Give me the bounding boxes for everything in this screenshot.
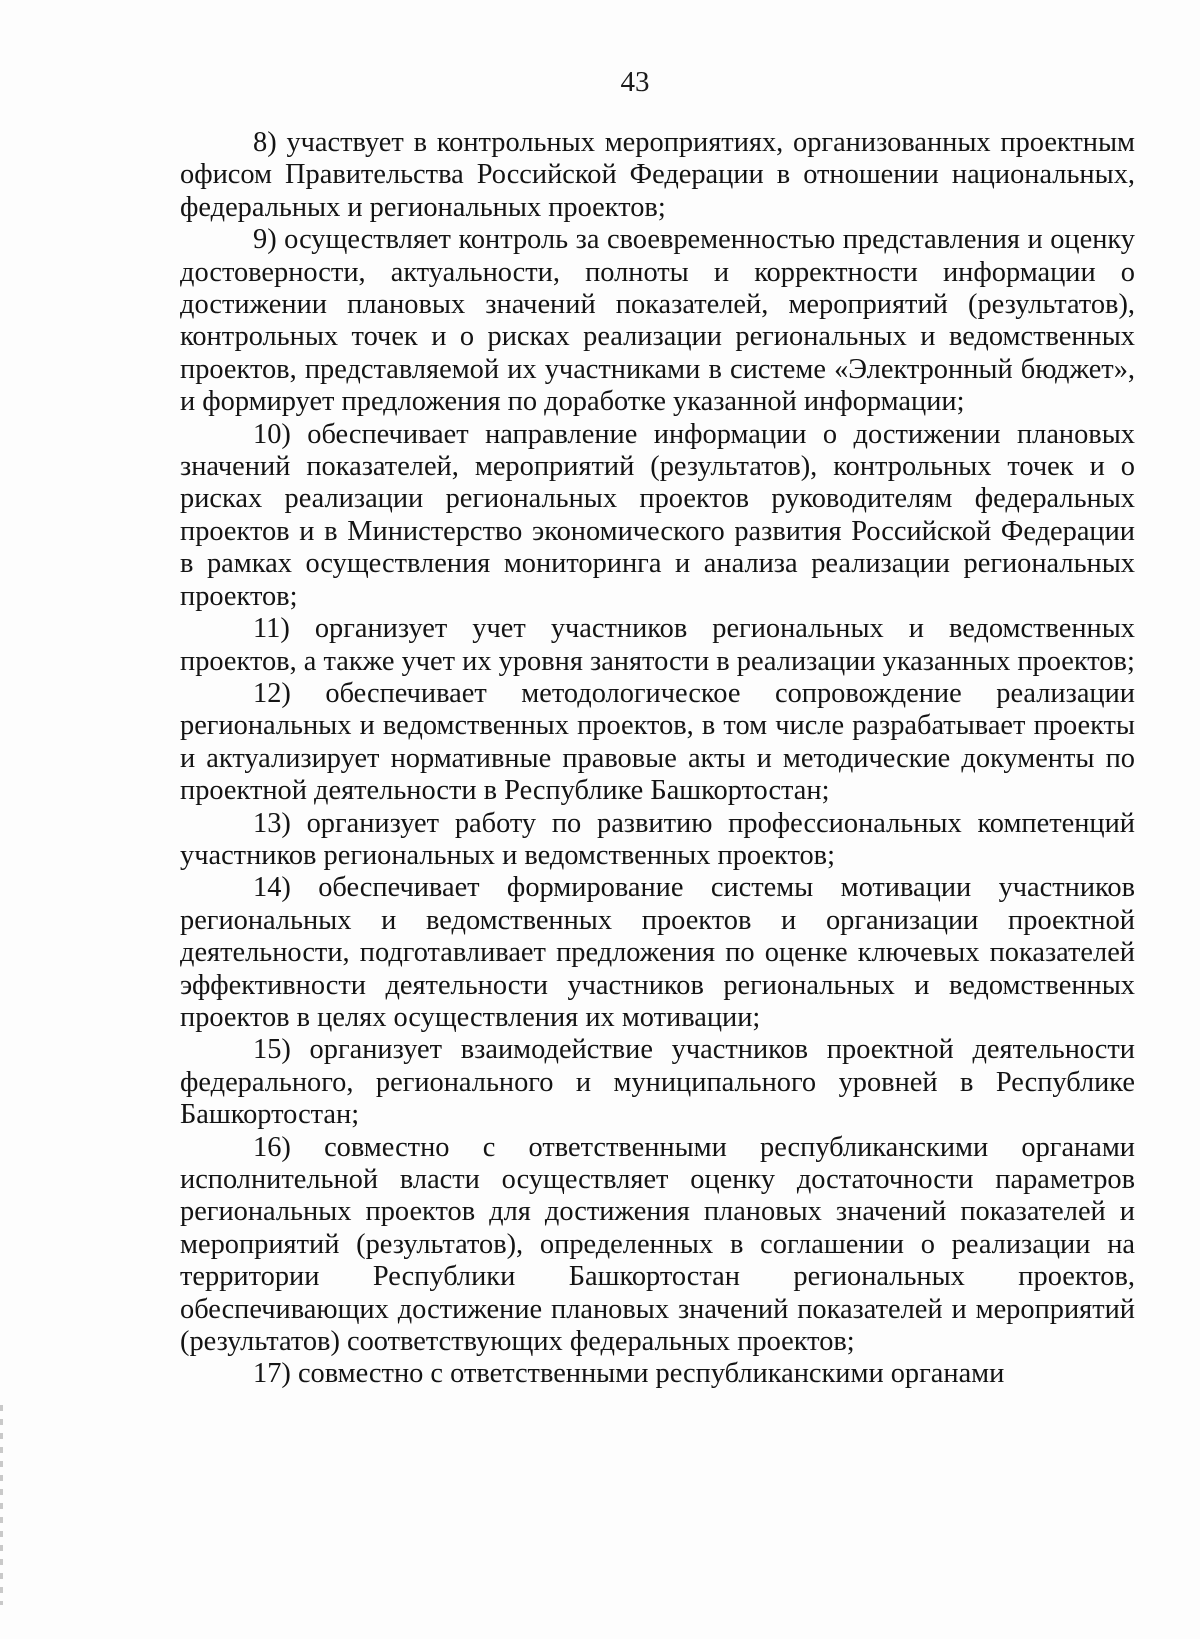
paragraph-item-15: 15) организует взаимодействие участников проектной деятельности федерального, регионального и муниципального уровней в Республике Башкортостан; — [180, 1034, 1135, 1131]
paragraph-item-17: 17) совместно с ответственными республиканскими органами — [253, 1358, 1005, 1390]
paragraph-item-9: 9) осуществляет контроль за своевременностью представления и оценку достоверности, актуальности, полноты и корректности информации о достижении плановых значений показателей, мероприятий (результатов), контрольных точек и о рисках реализации региональных и ведомственных проектов, представляемой их участниками в системе «Электронный бюджет», и формирует предложения по доработке указанной информации; — [180, 224, 1135, 418]
paragraph-item-11: 11) организует учет участников региональных и ведомственных проектов, а также учет их уровня занятости в реализации указанных проектов; — [180, 613, 1135, 677]
paragraph-item-16: 16) совместно с ответственными республиканскими органами исполнительной власти осуществляет оценку достаточности параметров региональных проектов для достижения плановых значений показателей и мероприятий (результатов), определенных в соглашении о реализации на территории Республики Башкортостан региональных проектов, обеспечивающих достижение плановых значений показателей и мероприятий (результатов) соответствующих федеральных проектов; — [180, 1131, 1135, 1358]
paragraph-item-10: 10) обеспечивает направление информации о достижении плановых значений показателей, мероприятий (результатов), контрольных точек и о рисках реализации региональных проектов руководителям федеральных проектов и в Министерство экономического развития Российской Федерации в рамках осуществления мониторинга и анализа реализации региональных проектов; — [180, 418, 1135, 612]
document-body — [180, 127, 1135, 1391]
paragraph-item-12: 12) обеспечивает методологическое сопровождение реализации региональных и ведомственных проектов, в том числе разрабатывает проекты и актуализирует нормативные правовые акты и методические документы по проектной деятельности в Республике Башкортостан; — [180, 677, 1135, 807]
page-number: 43 — [620, 66, 650, 98]
paragraph-item-8: 8) участвует в контрольных мероприятиях, организованных проектным офисом Правительства Российской Федерации в отношении национальных, федеральных и региональных проектов; — [180, 127, 1135, 223]
scan-edge-mark — [0, 1405, 3, 1605]
paragraph-item-14: 14) обеспечивает формирование системы мотивации участников региональных и ведомственных проектов и организации проектной деятельности, подготавливает предложения по оценке ключевых показателей эффективности деятельности участников региональных и ведомственных проектов в целях осуществления их мотивации; — [180, 872, 1135, 1033]
paragraph-item-13: 13) организует работу по развитию профессиональных компетенций участников региональных и ведомственных проектов; — [180, 807, 1135, 871]
